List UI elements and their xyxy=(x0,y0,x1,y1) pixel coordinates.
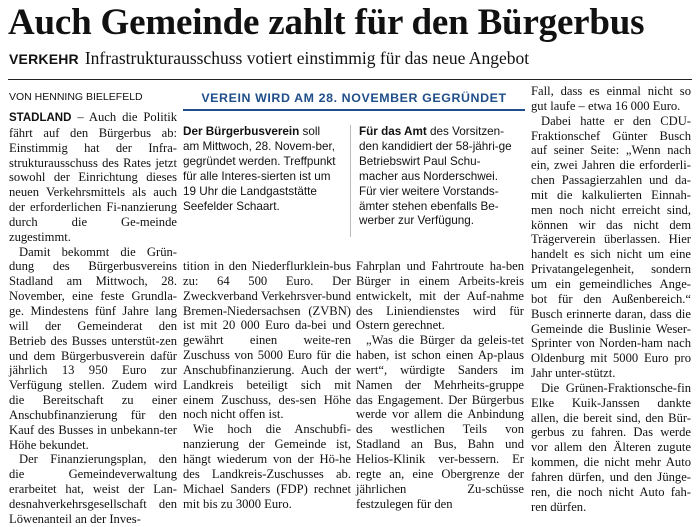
infobox-divider xyxy=(350,125,351,237)
kicker: VERKEHR xyxy=(9,51,79,67)
byline: VON HENNING BIELEFELD xyxy=(9,91,143,103)
headline: Auch Gemeinde zahlt für den Bürgerbus xyxy=(8,2,645,43)
subheadline xyxy=(9,47,699,70)
paragraph-text: – Auch die Politik fährt auf den Bürgerbus ab: Einstimmig hat der Infra-strukturausschuss des Rates jetzt sowohl der Einrichtung dieses neuen Verkehrsmittels als auch der erforderlichen Fi-nanzierung durch die Ge-meinde zugestimmt. xyxy=(9,110,177,244)
article-column-1 xyxy=(9,110,177,527)
paragraph xyxy=(9,110,177,245)
infobox-text: des Vorsitzen-den kandidiert der 58-jähri-ge Betriebswirt Paul Schu-macher aus Norderschwei. Für vier weitere Vorstands-ämter stehen ebenfalls Be-werber zur Verfügung. xyxy=(359,125,512,228)
dateline: STADLAND xyxy=(9,112,72,124)
infobox-lead: Der Bürgerbusverein xyxy=(183,125,300,138)
header-rule xyxy=(8,79,692,80)
article-column-2 xyxy=(183,259,351,511)
infobox-lead: Für das Amt xyxy=(359,125,427,138)
infobox-rule xyxy=(183,109,525,111)
paragraph: Dabei hatte er den CDU-Fraktionschef Günter Busch auf seiner Seite: „Wenn nach ein, zwei Jahren die erforderli-chen Passagierzahlen und da-mit die kalkulierten Einnah-men noch nicht erreicht sind, können wir das nicht dem Trägerverein überlassen. Hier handelt es sich nicht um eine Privatangelegenheit, sondern um ein gemeindliches Ange-bot für den Außenbereich.“ Busch erinnerte daran, dass die Gemeinde die Buslinie Weser-Sprinter von Norden-ham nach Oldenburg mit 5000 Euro pro Jahr unter-stützt. xyxy=(531,113,691,381)
paragraph: tition in den Niederflurklein-bus zu: 64 500 Euro. Der Zweckverband Verkehrsver-bund Bremen-Niedersachsen (ZVBN) ist mit 20 000 Euro da-bei und gewährt einen weite-ren Zuschuss von 5000 Euro für die Anschubfinanzierung. Auch der Landkreis beteiligt sich mit einem Zuschuss, des-sen Höhe noch nicht offen ist. xyxy=(183,259,351,422)
infobox-text: soll am Mittwoch, 28. Novem-ber, gegründet werden. Treffpunkt für alle Interes-sierten ist um 19 Uhr die Landgaststätte Seefelder Schaart. xyxy=(183,125,336,213)
paragraph: Der Finanzierungsplan, den die Gemeindeverwaltung erarbeitet hat, weist der Lan-desnahverkehrsgesellschaft den Löwenanteil an der Inves- xyxy=(9,452,177,526)
paragraph: Fall, dass es einmal nicht so gut laufe – etwa 16 000 Euro. xyxy=(531,84,691,113)
article-column-3 xyxy=(356,259,524,511)
infobox-title: VEREIN WIRD AM 28. NOVEMBER GEGRÜNDET xyxy=(201,91,507,105)
paragraph: Damit bekommt die Grün-dung des Bürgerbusvereins Stadland am Mittwoch, 28. November, eine feste Grundla-ge. Mindestens fünf Jahre lang will der Gemeinderat den Betrieb des Busses unterstüt-zen und dem Bürgerbusverein dafür jährlich 13 950 Euro zur Verfügung stellen. Zudem wird die Bereitschaft zu einer Anschubfinanzierung für den Kauf des Busses in unbekann-ter Höhe bekundet. xyxy=(9,244,177,452)
article-column-4 xyxy=(531,84,691,514)
paragraph: „Was die Bürger da geleis-tet haben, ist schon einen Ap-plaus wert“, würdigte Sanders im Namen der Mehrheits-gruppe das Engagement. Der Bürgerbus werde vor allem die Anbindung des westlichen Teils von Stadland an Bus, Bahn und Helios-Klinik ver-bessern. Er regte an, eine Obergrenze der jährlichen Zu-schüsse festzulegen für den xyxy=(356,333,524,511)
paragraph: Wie hoch die Anschubfi-nanzierung der Gemeinde ist, hängt wiederum von der Hö-he des Landkreis-Zuschusses ab. Michael Sanders (FDP) rechnet mit bis zu 3000 Euro. xyxy=(183,422,351,511)
subheadline-text: Infrastrukturausschuss votiert einstimmig für das neue Angebot xyxy=(84,48,530,68)
infobox-column-1 xyxy=(183,125,339,214)
paragraph: Die Grünen-Fraktionsche-fin Elke Kuik-Janssen dankte allen, die bereit sind, den Bür-gerbus zu fahren. Das werde vor allem den Älteren zugute kommen, die nicht mehr Auto fahren dürfen, und den Jünge-ren, die noch nicht Auto fah-ren dürfen. xyxy=(531,380,691,514)
infobox-column-2 xyxy=(359,125,515,229)
paragraph: Fahrplan und Fahrtroute ha-ben Bürger in einem Arbeits-kreis entwickelt, mit der Auf-nahme des Liniendienstes wird für Ostern gerechnet. xyxy=(356,259,524,333)
